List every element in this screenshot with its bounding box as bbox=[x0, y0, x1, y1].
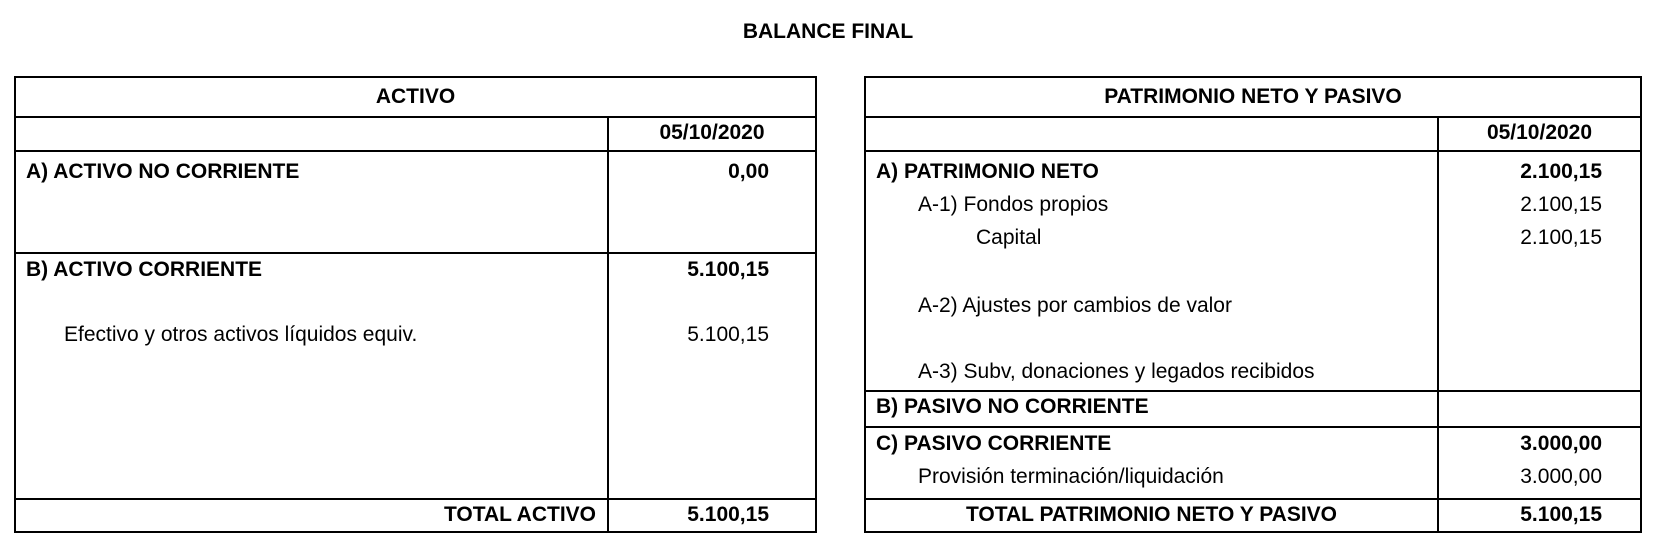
provision-label: Provisión terminación/liquidación bbox=[918, 465, 1224, 488]
pasivo-no-corriente-label: B) PASIVO NO CORRIENTE bbox=[876, 395, 1149, 418]
fondos-propios-value: 2.100,15 bbox=[1520, 193, 1602, 216]
activo-total-value: 5.100,15 bbox=[687, 503, 769, 526]
pasivo-corriente-row bbox=[866, 426, 1640, 500]
pasivo-total-label: TOTAL PATRIMONIO NETO Y PASIVO bbox=[965, 503, 1338, 526]
capital-label: Capital bbox=[976, 226, 1042, 249]
activo-date: 05/10/2020 bbox=[659, 121, 765, 144]
pasivo-date: 05/10/2020 bbox=[1486, 121, 1593, 144]
patrimonio-neto-label: A) PATRIMONIO NETO bbox=[876, 160, 1099, 183]
pasivo-date-row bbox=[866, 116, 1640, 152]
provision-value: 3.000,00 bbox=[1520, 465, 1602, 488]
page-title: BALANCE FINAL bbox=[742, 20, 914, 43]
pasivo-table bbox=[864, 76, 1642, 533]
activo-corriente-value: 5.100,15 bbox=[687, 258, 769, 281]
activo-total-label: TOTAL ACTIVO bbox=[443, 503, 596, 526]
pasivo-header: PATRIMONIO NETO Y PASIVO bbox=[1104, 85, 1402, 108]
fondos-propios-label: A-1) Fondos propios bbox=[918, 193, 1109, 216]
efectivo-label: Efectivo y otros activos líquidos equiv. bbox=[64, 323, 418, 346]
pasivo-no-corriente-row bbox=[866, 390, 1640, 428]
activo-corriente-label: B) ACTIVO CORRIENTE bbox=[26, 258, 263, 281]
patrimonio-neto-row bbox=[866, 150, 1640, 392]
activo-total-row bbox=[16, 498, 815, 531]
activo-table bbox=[14, 76, 817, 533]
activo-no-corriente-label: A) ACTIVO NO CORRIENTE bbox=[26, 160, 300, 183]
subvenciones-label: A-3) Subv, donaciones y legados recibidos bbox=[918, 360, 1315, 383]
pasivo-total-value: 5.100,15 bbox=[1520, 503, 1602, 526]
activo-header-row bbox=[16, 78, 815, 118]
pasivo-total-row bbox=[866, 498, 1640, 531]
pasivo-corriente-label: C) PASIVO CORRIENTE bbox=[876, 432, 1112, 455]
activo-no-corriente-row bbox=[16, 150, 815, 254]
patrimonio-neto-value: 2.100,15 bbox=[1520, 160, 1602, 183]
activo-no-corriente-value: 0,00 bbox=[728, 160, 769, 183]
ajustes-label: A-2) Ajustes por cambios de valor bbox=[918, 294, 1232, 317]
efectivo-value: 5.100,15 bbox=[687, 323, 769, 346]
pasivo-header-row bbox=[866, 78, 1640, 118]
activo-corriente-row bbox=[16, 252, 815, 500]
capital-value: 2.100,15 bbox=[1520, 226, 1602, 249]
activo-header: ACTIVO bbox=[375, 85, 456, 108]
activo-date-row bbox=[16, 116, 815, 152]
pasivo-corriente-value: 3.000,00 bbox=[1520, 432, 1602, 455]
